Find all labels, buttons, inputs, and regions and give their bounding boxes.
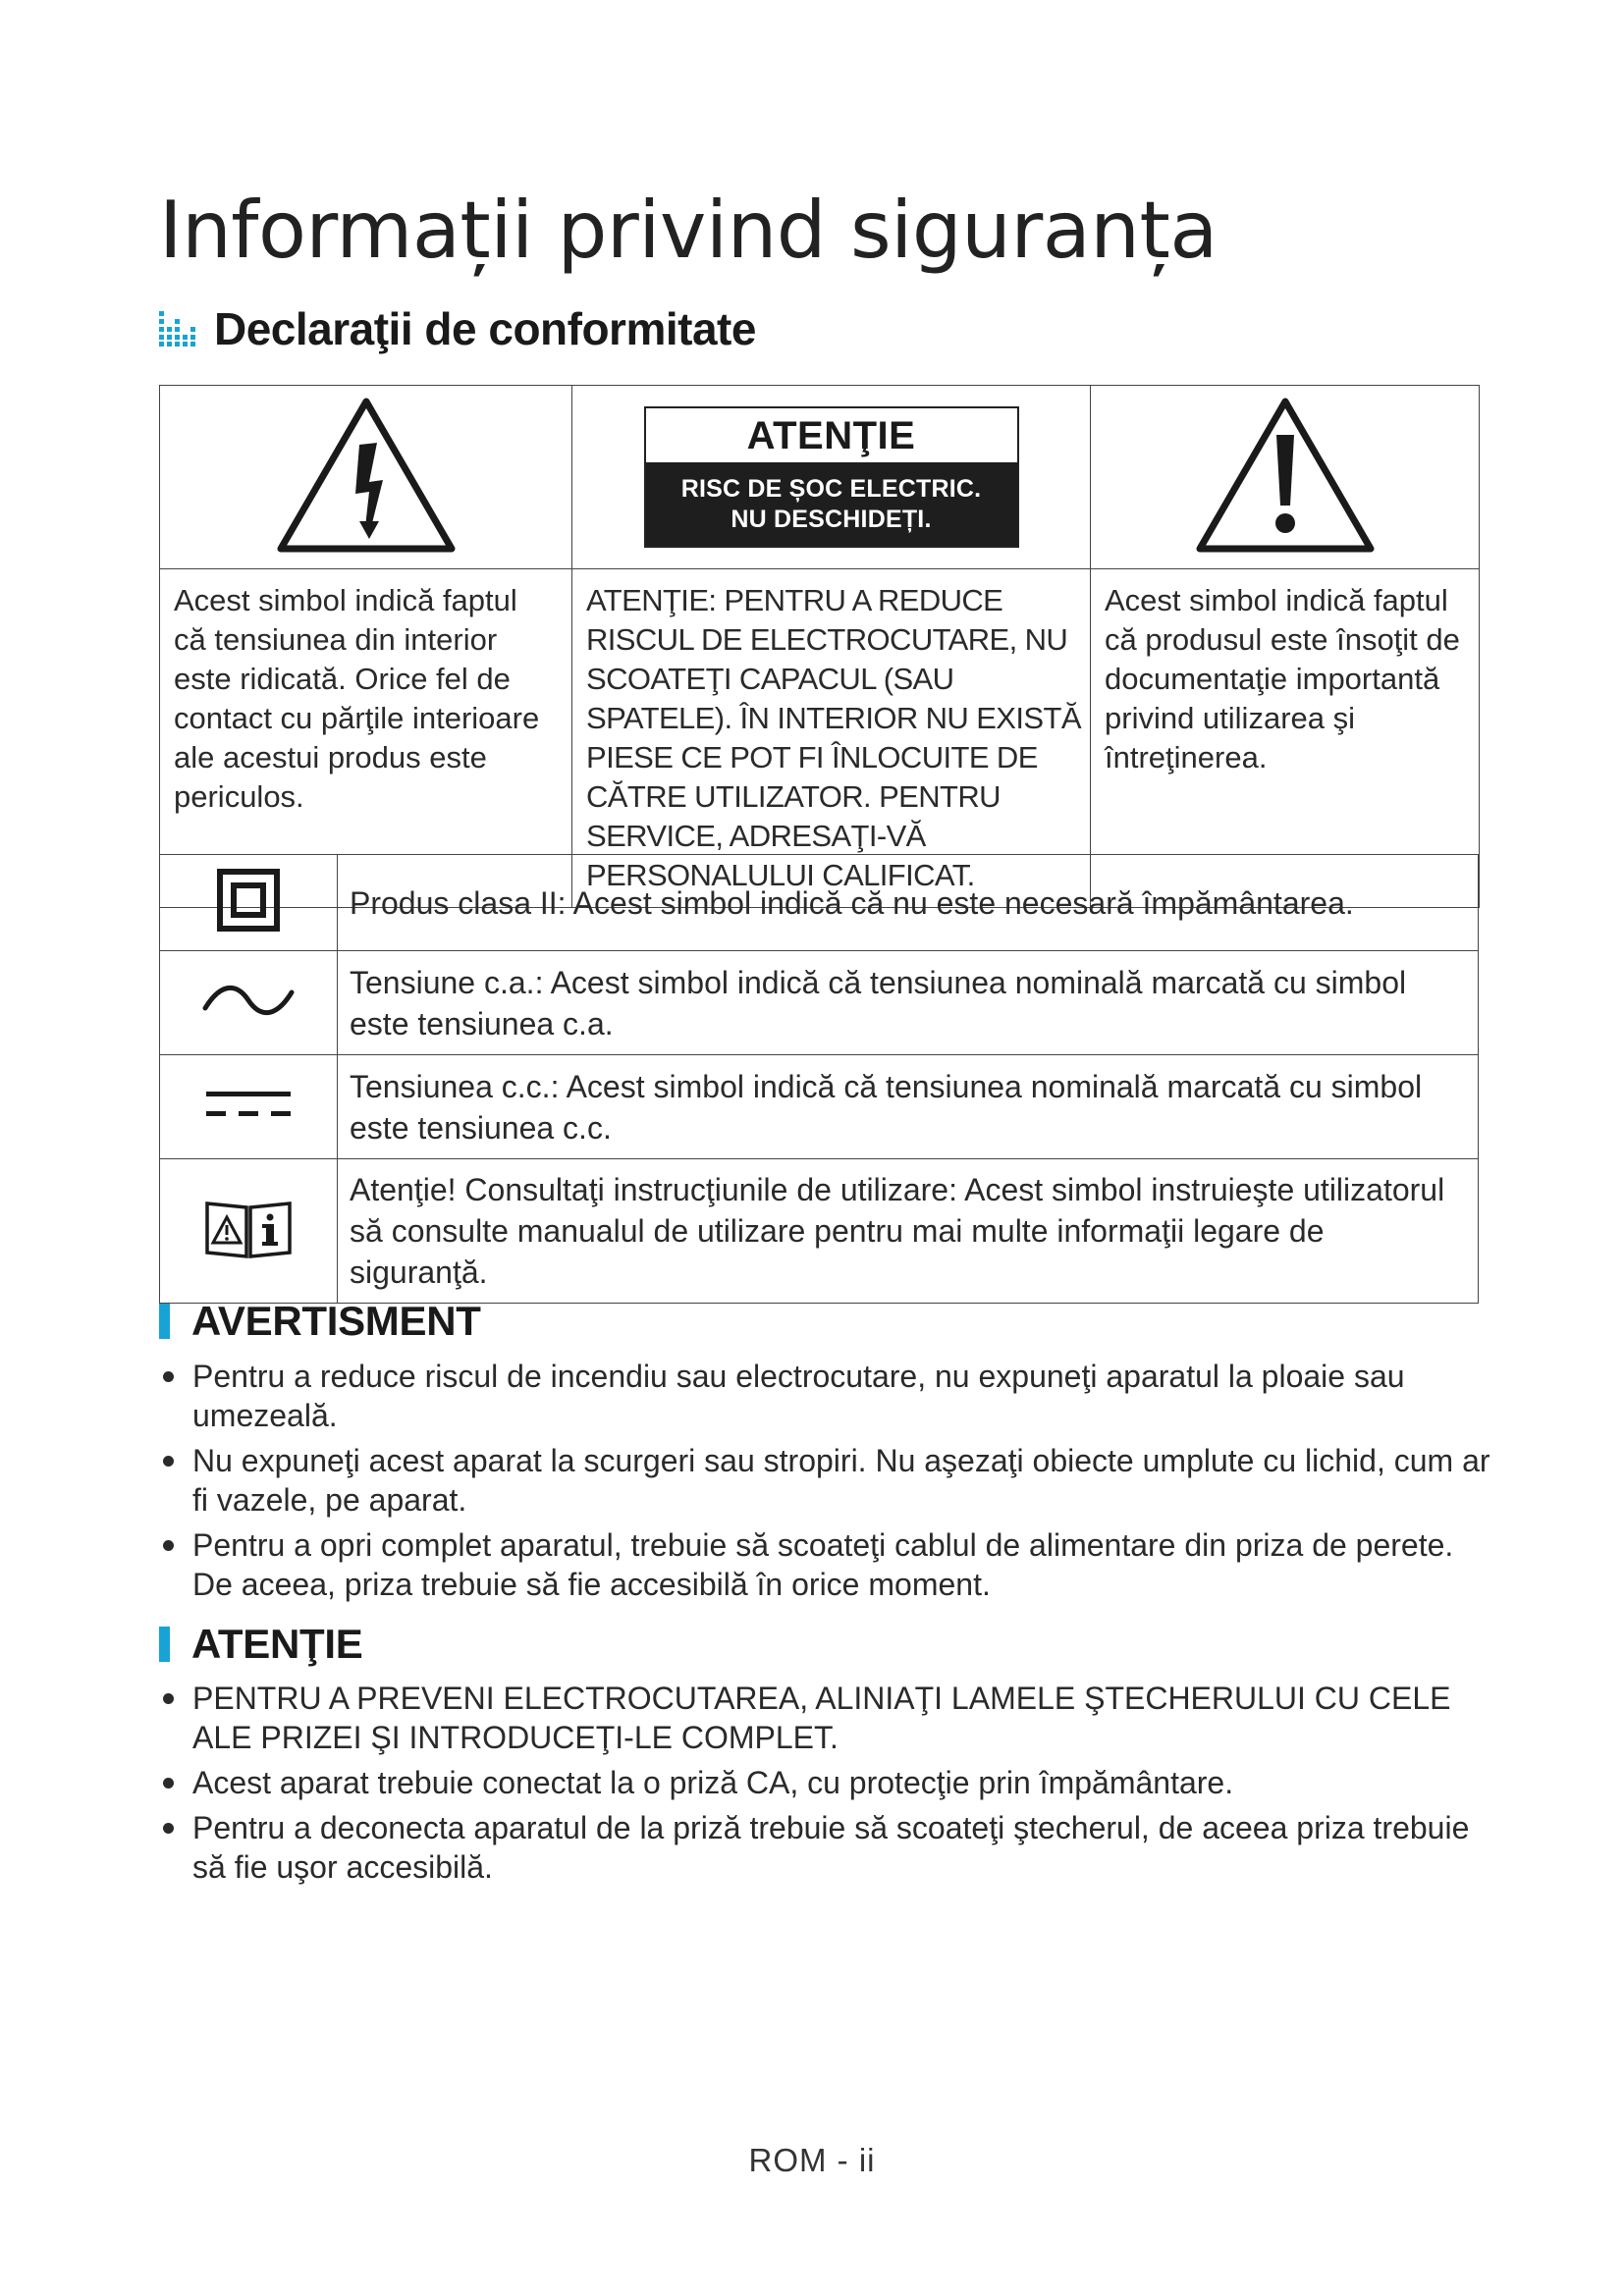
table-row xyxy=(160,1055,1479,1159)
lightning-warning-cell xyxy=(160,386,572,569)
exclamation-triangle-icon xyxy=(1194,396,1377,555)
symbol-cell xyxy=(160,855,338,951)
exclamation-warning-cell xyxy=(1091,386,1480,569)
list-item: PENTRU A PREVENI ELECTROCUTAREA, ALINIAŢI LAMELE ŞTECHERULUI CU CELE ALE PRIZEI ŞI INTRODUCEŢI-LE COMPLET. xyxy=(159,1679,1494,1757)
caution-label-heading: ATENŢIE xyxy=(746,414,916,457)
page-title: Informații privind siguranța xyxy=(159,185,1218,276)
list-item: Pentru a reduce riscul de incendiu sau electrocutare, nu expuneţi aparatul la ploaie sau umezeală. xyxy=(159,1357,1494,1435)
dc-voltage-icon xyxy=(204,1088,293,1121)
symbol-cell xyxy=(160,951,338,1055)
section-subtitle xyxy=(159,302,756,355)
ac-voltage-icon xyxy=(201,981,296,1020)
warning-heading-label: AVERTISMENT xyxy=(191,1298,481,1344)
page-number: ROM - ii xyxy=(748,2142,876,2178)
equalizer-icon xyxy=(159,311,198,347)
warning-heading xyxy=(159,1298,481,1345)
warning-list xyxy=(159,1357,1494,1610)
table-row xyxy=(160,855,1479,951)
caution-heading xyxy=(159,1621,362,1668)
symbol-cell xyxy=(160,1055,338,1159)
table-row xyxy=(160,1159,1479,1304)
heading-accent-bar xyxy=(159,1304,170,1339)
caution-list xyxy=(159,1679,1494,1893)
list-item: Pentru a opri complet aparatul, trebuie să scoateţi cablul de alimentare din priza de perete. De aceea, priza trebuie să fie accesibilă în orice moment. xyxy=(159,1525,1494,1604)
electrical-symbols-table xyxy=(159,854,1479,1304)
symbol-description: Produs clasa II: Acest simbol indică că nu este necesară împământarea. xyxy=(338,855,1479,951)
lightning-triangle-icon xyxy=(275,396,458,555)
subtitle-text: Declaraţii de conformitate xyxy=(214,303,756,354)
lightning-description: Acest simbol indică faptul că tensiunea din interior este ridicată. Orice fel de contact cu părţile interioare ale acestui produs este periculos. xyxy=(160,569,572,908)
consult-manual-icon xyxy=(203,1198,294,1260)
caution-label-line2: NU DESCHIDEȚI. xyxy=(731,506,932,533)
caution-label-line1: RISC DE ȘOC ELECTRIC. xyxy=(680,475,982,503)
symbol-description: Atenţie! Consultaţi instrucţiunile de utilizare: Acest simbol instruieşte utilizatorul să consulte manualul de utilizare pentru mai multe informaţii legare de siguranţă. xyxy=(338,1159,1479,1304)
list-item: Pentru a deconecta aparatul de la priză trebuie să scoateţi ştecherul, de aceea priza trebuie să fie uşor accesibilă. xyxy=(159,1808,1494,1887)
warning-symbols-table xyxy=(159,385,1480,908)
caution-label xyxy=(644,406,1019,548)
list-item: Acest aparat trebuie conectat la o priză CA, cu protecţie prin împământare. xyxy=(159,1763,1494,1802)
heading-accent-bar xyxy=(159,1627,170,1662)
caution-label-banner xyxy=(646,462,1017,546)
caution-description: ATENŢIE: PENTRU A REDUCE RISCUL DE ELECTROCUTARE, NU SCOATEŢI CAPACUL (SAU SPATELE). ÎN INTERIOR NU EXISTĂ PIESE CE POT FI ÎNLOCUITE DE CĂTRE UTILIZATOR. PENTRU SERVICE, ADRESAŢI-VĂ PERSONALULUI CALIFICAT. xyxy=(572,569,1091,908)
caution-label-cell xyxy=(572,386,1091,569)
class-ii-icon xyxy=(217,869,280,932)
table-row xyxy=(160,951,1479,1055)
caution-heading-label: ATENŢIE xyxy=(191,1621,363,1667)
exclamation-description: Acest simbol indică faptul că produsul este însoţit de documentaţie importantă privind utilizarea şi întreţinerea. xyxy=(1091,569,1480,908)
symbol-description: Tensiunea c.c.: Acest simbol indică că tensiunea nominală marcată cu simbol este tensiunea c.c. xyxy=(338,1055,1479,1159)
list-item: Nu expuneţi acest aparat la scurgeri sau stropiri. Nu aşezaţi obiecte umplute cu lichid, cum ar fi vazele, pe aparat. xyxy=(159,1441,1494,1520)
symbol-cell xyxy=(160,1159,338,1304)
symbol-description: Tensiune c.a.: Acest simbol indică că tensiunea nominală marcată cu simbol este tensiunea c.a. xyxy=(338,951,1479,1055)
